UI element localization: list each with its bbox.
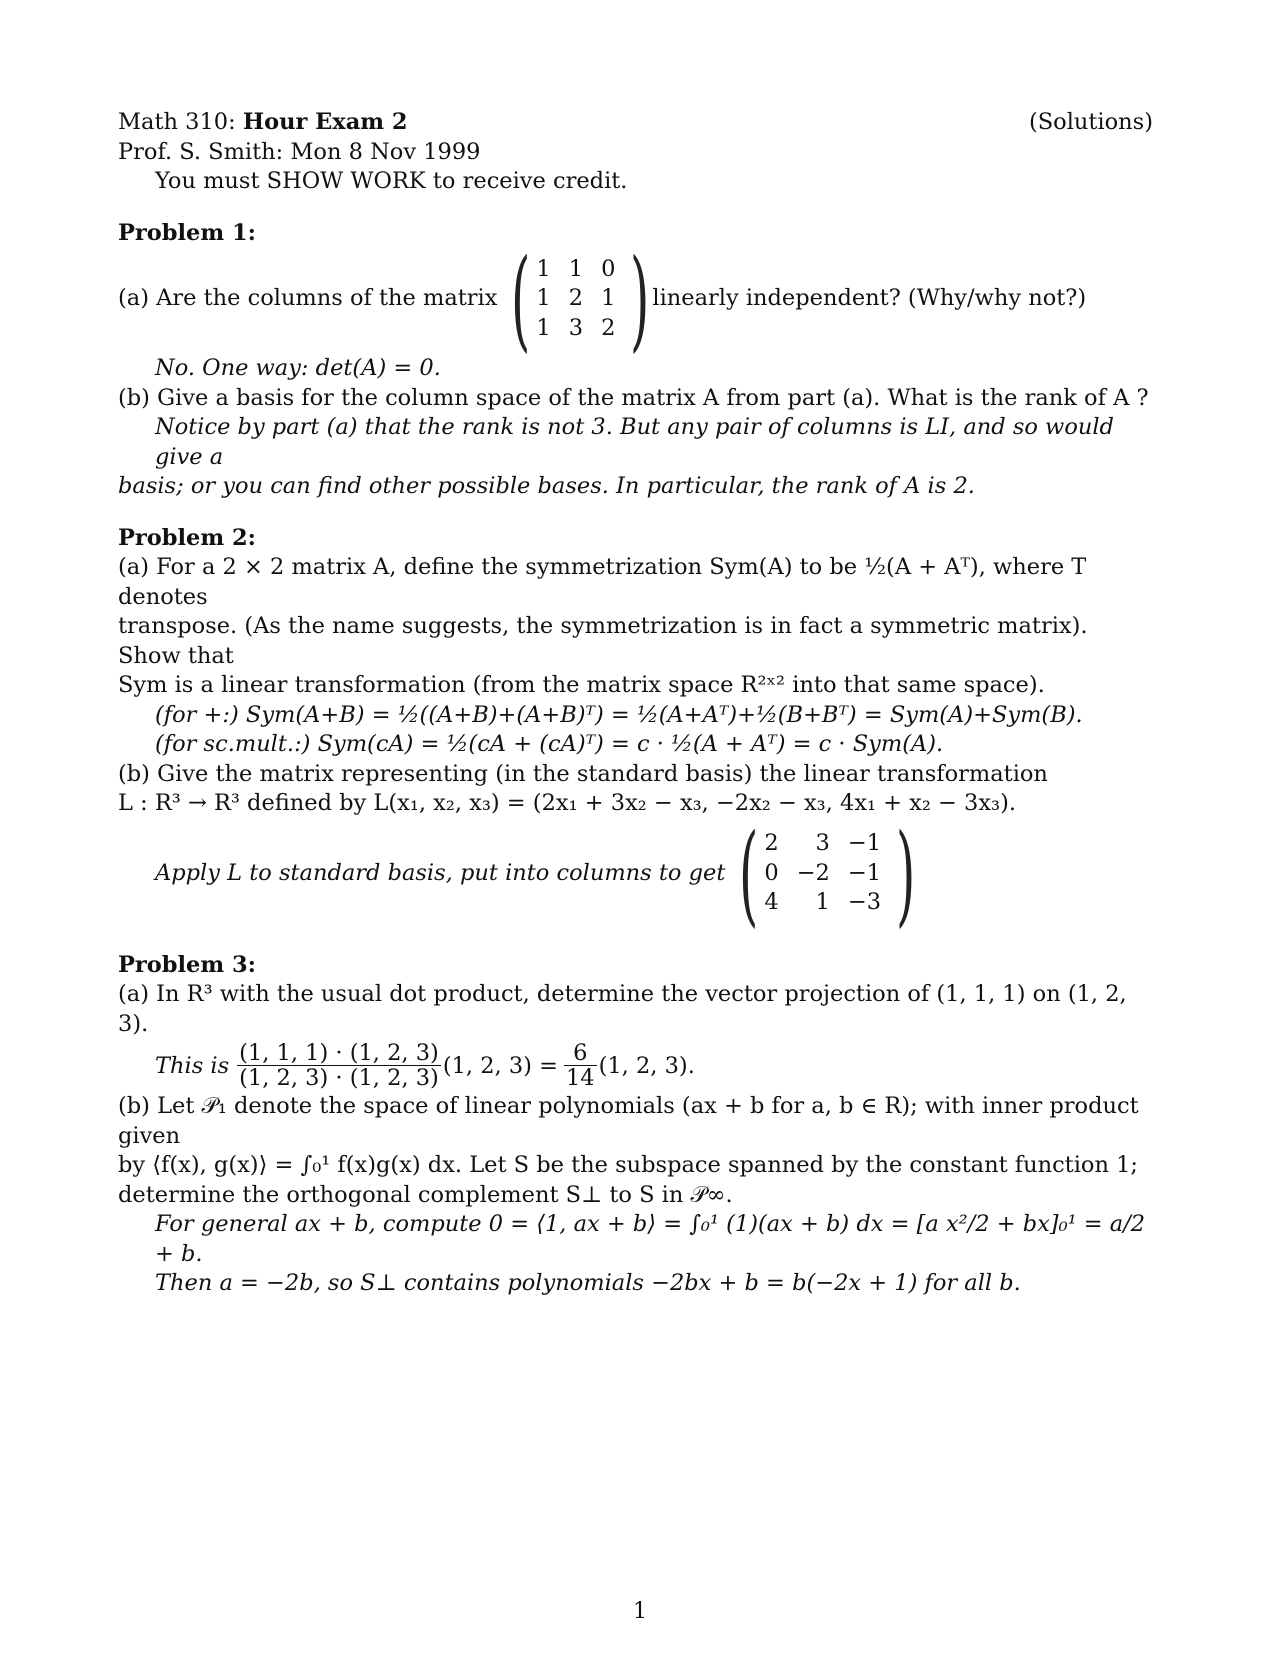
problem-2a-solution-1: (for +:) Sym(A+B) = ½((A+B)+(A+B)ᵀ) = ½(A+Aᵀ)+½(B+Bᵀ) = Sym(A)+Sym(B). bbox=[155, 701, 1083, 728]
problem-2b-line-2: L : R³ → R³ defined by L(x₁, x₂, x₃) = (2x₁ + 3x₂ − x₃, −2x₂ − x₃, 4x₁ + x₂ − 3x₃). bbox=[118, 790, 1017, 816]
problem-1a-question: (a) Are the columns of the matrix ( 1 1 0 1 2 1 1 3 2 ) linearly independent? (Why/why not?) bbox=[118, 235, 1087, 363]
matrix-a-cell: 1 bbox=[536, 285, 551, 312]
instructions: You must SHOW WORK to receive credit. bbox=[155, 168, 628, 194]
problem-3b-line-2: by ⟨f(x), g(x)⟩ = ∫₀¹ f(x)g(x) dx. Let S be the subspace spanned by the constant function 1; bbox=[118, 1152, 1138, 1178]
matrix-l-table bbox=[755, 829, 890, 918]
matrix-a-cell: 1 bbox=[568, 255, 584, 282]
page-number: 1 bbox=[633, 1599, 647, 1624]
problem-2b-line-1: (b) Give the matrix representing (in the standard basis) the linear transformation bbox=[118, 760, 1048, 787]
solutions-tag: (Solutions) bbox=[1028, 109, 1153, 135]
matrix-l-cell: 0 bbox=[764, 859, 779, 886]
problem-2b-solution: Apply L to standard basis, put into columns to get ( 2 3 −1 0 −2 −1 4 1 −3 ) bbox=[155, 809, 916, 938]
matrix-a-cell: 3 bbox=[568, 314, 584, 341]
matrix-l-cell: −2 bbox=[796, 859, 830, 886]
matrix-l-cell: 2 bbox=[764, 830, 779, 857]
course-prefix: Math 310: bbox=[118, 109, 243, 135]
course-title: Hour Exam 2 bbox=[242, 109, 408, 135]
matrix-l-cell: −3 bbox=[847, 889, 882, 916]
problem-3b-solution-2: Then a = −2b, so S⊥ contains polynomials −2bx + b = b(−2x + 1) for all b. bbox=[155, 1270, 1021, 1296]
problem-3-heading: Problem 3: bbox=[118, 951, 256, 978]
problem-3a-question: (a) In R³ with the usual dot product, determine the vector projection of (1, 1, 1) on (1, 2, 3). bbox=[118, 981, 1127, 1037]
matrix-a: ( 1 1 0 1 2 1 1 3 2 ) bbox=[511, 235, 650, 363]
matrix-a-cell: 1 bbox=[601, 285, 616, 312]
exam-page bbox=[118, 108, 1153, 1299]
matrix-a-cell: 1 bbox=[536, 255, 551, 282]
matrix-a-cell: 2 bbox=[601, 314, 616, 341]
matrix-l-cell: −1 bbox=[847, 859, 882, 886]
matrix-a-table bbox=[527, 255, 624, 344]
problem-3b-line-1: (b) Let 𝒫₁ denote the space of linear polynomials (ax + b for a, b ∈ R); with inner product given bbox=[118, 1093, 1139, 1149]
matrix-l: ( 2 3 −1 0 −2 −1 4 1 −3 ) bbox=[739, 809, 916, 938]
matrix-a-cell: 1 bbox=[536, 314, 551, 341]
problem-3a-solution: This is $\frac{(1, 1, 1) \cdot (1, 2, 3)}{(1, 2, 3) \cdot (1, 2, 3)}$ (1, 2, 3) = $\frac{6}{14}$ (1, 2, 3). bbox=[155, 1040, 695, 1091]
problem-1b-solution-1: Notice by part (a) that the rank is not 3. But any pair of columns is LI, and so would give a bbox=[155, 414, 1114, 470]
problem-1b-question: (b) Give a basis for the column space of the matrix A from part (a). What is the rank of A ? bbox=[118, 384, 1149, 411]
matrix-l-cell: 3 bbox=[815, 830, 830, 857]
problem-2a-solution-2: (for sc.mult.:) Sym(cA) = ½(cA + (cA)ᵀ) = c · ½(A + Aᵀ) = c · Sym(A). bbox=[155, 731, 944, 757]
result-fraction: $\frac{6}{14}$ bbox=[565, 1040, 595, 1091]
problem-2a-line-1: (a) For a 2 × 2 matrix A, define the symmetrization Sym(A) to be ½(A + Aᵀ), where T denotes bbox=[118, 554, 1087, 610]
matrix-a-cell: 0 bbox=[601, 255, 616, 282]
problem-1-heading: Problem 1: bbox=[118, 219, 256, 246]
instructor-line: Prof. S. Smith: Mon 8 Nov 1999 bbox=[118, 138, 481, 165]
problem-1a-solution: No. One way: det(A) = 0. bbox=[155, 355, 441, 381]
matrix-l-cell: −1 bbox=[847, 830, 882, 857]
problem-3b-solution-1: For general ax + b, compute 0 = ⟨1, ax + b⟩ = ∫₀¹ (1)(ax + b) dx = [a x²/2 + bx]₀¹ = a/2 + b. bbox=[155, 1211, 1146, 1267]
problem-2a-line-2: transpose. (As the name suggests, the symmetrization is in fact a symmetric matrix). Show that bbox=[118, 613, 1088, 669]
matrix-a-cell: 2 bbox=[568, 285, 584, 312]
projection-fraction: $\frac{(1, 1, 1) \cdot (1, 2, 3)}{(1, 2, 3) \cdot (1, 2, 3)}$ bbox=[239, 1040, 439, 1091]
header-line-1 bbox=[118, 108, 1153, 138]
problem-3b-line-3: determine the orthogonal complement S⊥ to S in 𝒫∞. bbox=[118, 1181, 733, 1208]
problem-2-heading: Problem 2: bbox=[118, 524, 256, 551]
problem-2a-line-3: Sym is a linear transformation (from the matrix space R²ˣ² into that same space). bbox=[118, 672, 1045, 698]
matrix-l-cell: 4 bbox=[764, 889, 779, 916]
problem-1b-solution-2: basis; or you can find other possible bases. In particular, the rank of A is 2. bbox=[118, 473, 975, 499]
matrix-l-cell: 1 bbox=[815, 889, 830, 916]
